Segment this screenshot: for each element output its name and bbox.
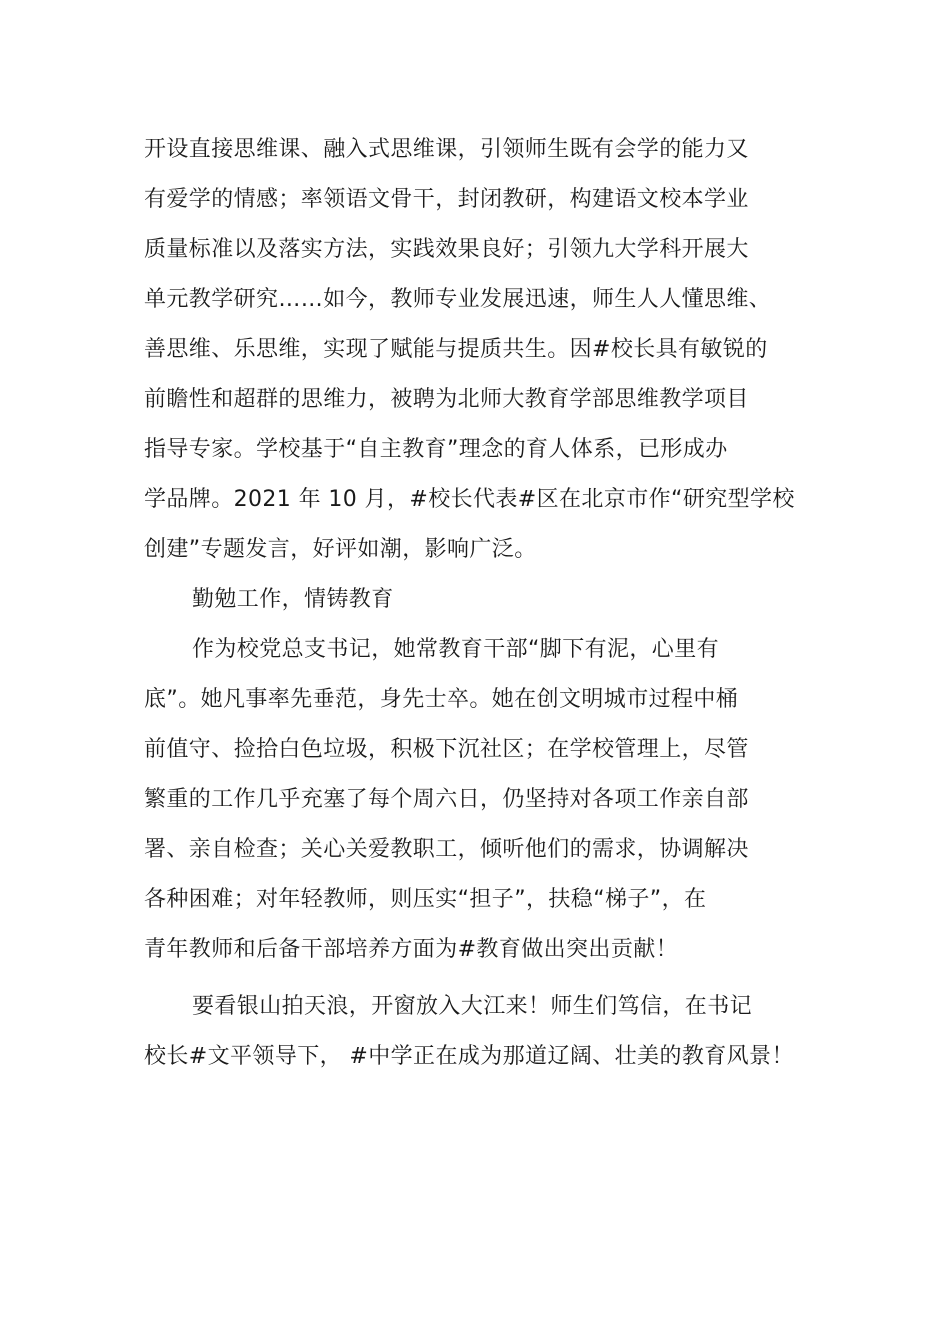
text-line: 单元教学研究……如今，教师专业发展迅速，师生人人懂思维、 [144, 287, 772, 312]
text-line: 作为校党总支书记，她常教育干部“脚下有泥，心里有 [192, 637, 719, 662]
text-line: 质量标准以及落实方法，实践效果良好；引领九大学科开展大 [144, 237, 749, 262]
text-line: 署、亲自检查；关心关爱教职工，倾听他们的需求，协调解决 [144, 837, 749, 862]
text-line: 善思维、乐思维，实现了赋能与提质共生。因#校长具有敏锐的 [144, 337, 768, 362]
text-line: 创建”专题发言，好评如潮，影响广泛。 [144, 537, 537, 562]
text-line: 底”。她凡事率先垂范，身先士卒。她在创文明城市过程中桶 [144, 687, 739, 712]
text-line: 要看银山拍天浪，开窗放入大江来！师生们笃信，在书记 [192, 994, 753, 1019]
text-line: 繁重的工作几乎充塞了每个周六日，仍坚持对各项工作亲自部 [144, 787, 749, 812]
text-line: 青年教师和后备干部培养方面为#教育做出突出贡献！ [144, 937, 679, 962]
section-heading: 勤勉工作，情铸教育 [192, 587, 394, 612]
text-line: 校长#文平领导下， #中学正在成为那道辽阔、壮美的教育风景！ [144, 1044, 794, 1069]
text-line: 前值守、捡拾白色垃圾，积极下沉社区；在学校管理上，尽管 [144, 737, 749, 762]
text-line: 各种困难；对年轻教师，则压实“担子”，扶稳“梯子”，在 [144, 887, 707, 912]
text-line: 有爱学的情感；率领语文骨干，封闭教研，构建语文校本学业 [144, 187, 749, 212]
text-line: 指导专家。学校基于“自主教育”理念的育人体系，已形成办 [144, 437, 728, 462]
text-line: 学品牌。2021 年 10 月，#校长代表#区在北京市作“研究型学校 [144, 487, 795, 512]
text-line: 开设直接思维课、融入式思维课，引领师生既有会学的能力又 [144, 137, 749, 162]
text-line: 前瞻性和超群的思维力，被聘为北师大教育学部思维教学项目 [144, 387, 749, 412]
